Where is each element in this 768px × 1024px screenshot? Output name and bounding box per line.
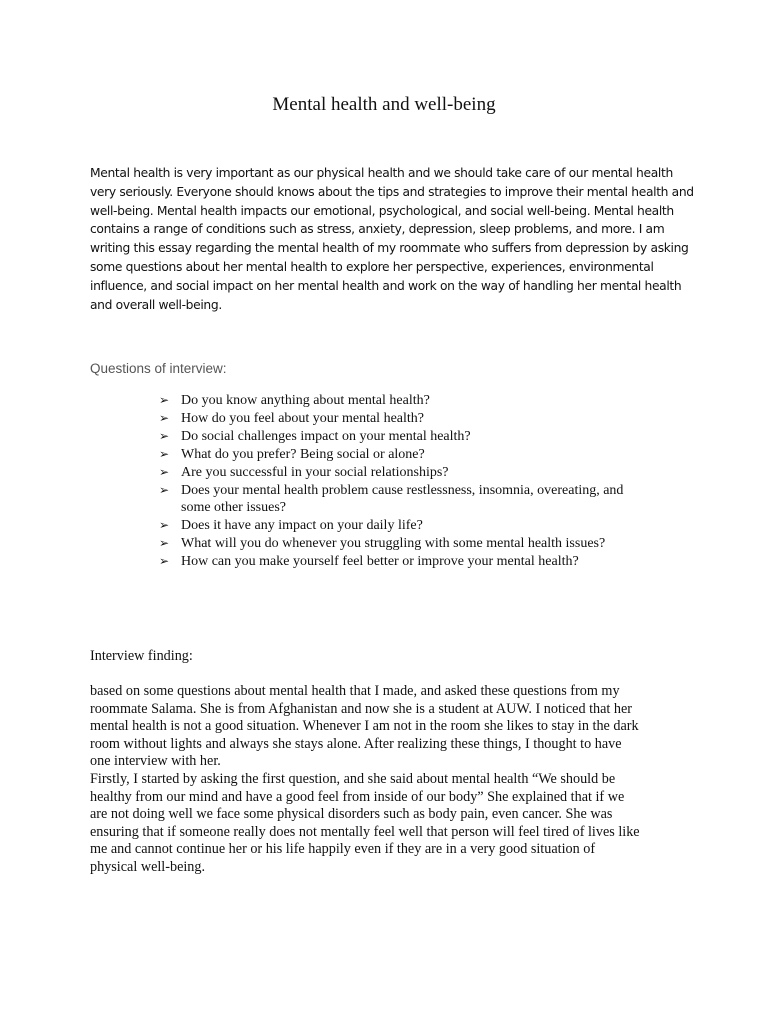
- arrow-bullet-icon: ➢: [159, 518, 170, 533]
- finding-line: one interview with her.: [90, 753, 221, 770]
- question-item: [159, 517, 679, 535]
- question-item: [159, 410, 679, 428]
- intro-line: very seriously. Everyone should knows about the tips and strategies to improve their mental health and: [90, 184, 694, 199]
- finding-line: mental health is not a good situation. Whenever I am not in the room she likes to stay in the dark: [90, 718, 639, 735]
- question-text: Does your mental health problem cause restlessness, insomnia, overeating, and: [181, 482, 624, 498]
- questions-list: [159, 392, 679, 571]
- intro-line: and overall well-being.: [90, 297, 222, 312]
- question-text: What do you prefer? Being social or alone?: [181, 446, 425, 462]
- arrow-bullet-icon: ➢: [159, 482, 170, 497]
- intro-paragraph: [90, 164, 694, 314]
- question-text: How do you feel about your mental health?: [181, 410, 424, 426]
- arrow-bullet-icon: ➢: [159, 554, 170, 569]
- arrow-bullet-icon: ➢: [159, 464, 170, 479]
- finding-line: Firstly, I started by asking the first question, and she said about mental health “We should be: [90, 770, 616, 787]
- questions-heading: Questions of interview:: [90, 361, 227, 376]
- finding-line: roommate Salama. She is from Afghanistan and now she is a student at AUW. I noticed that her: [90, 700, 633, 717]
- finding-line: ensuring that if someone really does not mentally feel well that person will feel tired of lives like: [90, 823, 640, 840]
- arrow-bullet-icon: ➢: [159, 446, 170, 461]
- question-text: Does it have any impact on your daily life?: [181, 518, 423, 534]
- intro-line: Mental health is very important as our physical health and we should take care of our mental health: [90, 166, 673, 180]
- question-text-continued: some other issues?: [181, 500, 286, 516]
- finding-line: me and cannot continue her or his life happily even if they are in a very good situation of: [90, 841, 596, 858]
- question-item: [159, 482, 679, 518]
- finding-line: physical well-being.: [90, 858, 206, 875]
- intro-line: influence, and social impact on her mental health and work on the way of handling her mental health: [90, 278, 682, 293]
- question-text: Do social challenges impact on your mental health?: [181, 428, 471, 444]
- arrow-bullet-icon: ➢: [159, 410, 170, 425]
- arrow-bullet-icon: ➢: [159, 428, 170, 443]
- intro-line: some questions about her mental health to explore her perspective, experiences, environmental: [90, 259, 654, 274]
- question-item: [159, 446, 679, 464]
- finding-line: healthy from our mind and have a good feel from inside of our body” She explained that if we: [90, 788, 625, 805]
- finding-heading: Interview finding:: [90, 648, 193, 664]
- document-title: Mental health and well-being: [272, 94, 496, 115]
- finding-paragraph: [90, 683, 690, 877]
- question-item: [159, 428, 679, 446]
- finding-line: based on some questions about mental health that I made, and asked these questions from my: [90, 683, 620, 699]
- question-text: What will you do whenever you struggling with some mental health issues?: [181, 536, 606, 552]
- question-item: [159, 392, 679, 410]
- question-item: [159, 535, 679, 553]
- question-item: [159, 464, 679, 482]
- question-item: [159, 553, 679, 571]
- intro-line: writing this essay regarding the mental health of my roommate who suffers from depression by asking: [90, 241, 689, 256]
- intro-line: contains a range of conditions such as stress, anxiety, depression, sleep problems, and more. I am: [90, 222, 665, 237]
- arrow-bullet-icon: ➢: [159, 536, 170, 551]
- finding-line: room without lights and always she stays alone. After realizing these things, I thought to have: [90, 735, 622, 752]
- finding-line: are not doing well we face some physical disorders such as body pain, even cancer. She was: [90, 806, 613, 823]
- question-text: Are you successful in your social relationships?: [181, 464, 449, 480]
- intro-line: well-being. Mental health impacts our emotional, psychological, and social well-being. Mental health: [90, 203, 674, 218]
- question-text: Do you know anything about mental health?: [181, 393, 430, 408]
- question-text: How can you make yourself feel better or improve your mental health?: [181, 554, 579, 570]
- arrow-bullet-icon: ➢: [159, 393, 170, 407]
